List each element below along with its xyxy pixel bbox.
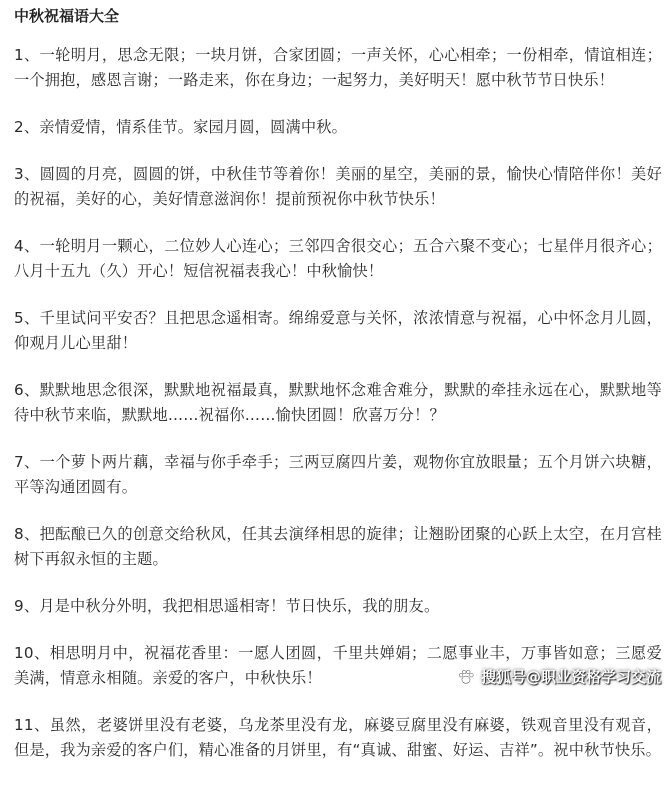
paragraph-4: 4、一轮明月一颗心，二位妙人心连心；三邻四舍很交心；五合六聚不变心；七星伴月很齐心；八月十五九（久）开心！短信祝福表我心！中秋愉快！	[14, 237, 662, 280]
paragraph-7: 7、一个萝卜两片藕，幸福与你手牵手；三两豆腐四片姜，观物你宜放眼量；五个月饼六块糖，平等沟通团圆有。	[14, 453, 662, 496]
article-title: 中秋祝福语大全	[14, 7, 120, 25]
sohu-watermark	[457, 666, 661, 687]
paragraph-8: 8、把酝酿已久的创意交给秋风，任其去演绎相思的旋律；让翘盼团聚的心跃上太空，在月宫桂树下再叙永恒的主题。	[14, 525, 662, 568]
paragraph-10: 10、相思明月中，祝福花香里：一愿人团圆，千里共婵娟；二愿事业丰，万事皆如意；三愿爱美满，情意永相随。亲爱的客户，中秋快乐！	[14, 644, 662, 687]
paw-icon	[457, 668, 475, 686]
paragraph-6: 6、默默地思念很深，默默地祝福最真，默默地怀念难舍难分，默默的牵挂永远在心，默默地等待中秋节来临，默默地……祝福你……愉快团圆！欣喜万分！？	[14, 381, 662, 424]
paragraph-11: 11、虽然，老婆饼里没有老婆，乌龙茶里没有龙，麻婆豆腐里没有麻婆，铁观音里没有观音，但是，我为亲爱的客户们，精心准备的月饼里，有“真诚、甜蜜、好运、吉祥”。祝中秋节快乐。	[14, 716, 662, 759]
paragraph-3: 3、圆圆的月亮，圆圆的饼，中秋佳节等着你！美丽的星空，美丽的景，愉快心情陪伴你！美好的祝福，美好的心，美好情意滋润你！提前预祝你中秋节快乐！	[14, 165, 662, 208]
paragraph-1: 1、一轮明月，思念无限；一块月饼，合家团圆；一声关怀，心心相牵；一份相牵，情谊相连；一个拥抱，感恩言谢；一路走来，你在身边；一起努力，美好明天！愿中秋节节日快乐！	[14, 46, 662, 89]
paragraph-9: 9、月是中秋分外明，我把相思遥相寄！节日快乐，我的朋友。	[14, 597, 440, 615]
watermark-text: 搜狐号@职业资格学习交流	[480, 668, 661, 686]
paragraph-2: 2、亲情爱情，情系佳节。家园月圆，圆满中秋。	[14, 118, 348, 136]
paragraph-5: 5、千里试问平安否？且把思念遥相寄。绵绵爱意与关怀，浓浓情意与祝福，心中怀念月儿圆，仰观月儿心里甜！	[14, 309, 662, 352]
